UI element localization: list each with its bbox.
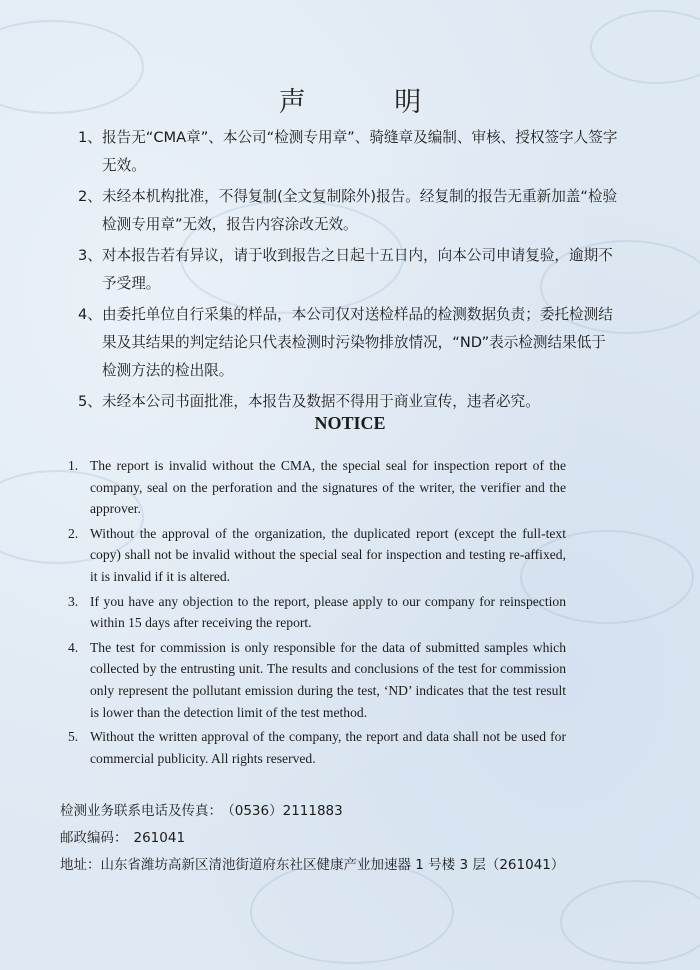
item-text: 由委托单位自行采集的样品，本公司仅对送检样品的检测数据负责；委托检测结果及其结果的判定结论只代表检测时污染物排放情况，“ND”表示检测结果低于检测方法的检出限。 [102, 306, 613, 379]
item-number: 1、 [78, 129, 102, 146]
item-number: 2、 [78, 188, 102, 205]
list-item [68, 591, 566, 634]
item-text: The report is invalid without the CMA, the special seal for inspection report of the company, seal on the perforation and the signatures of the writer, the verifier and the approver. [90, 458, 566, 517]
list-item [78, 124, 618, 180]
notice-list [68, 455, 566, 769]
item-number: 1. [68, 458, 79, 473]
address-label: 地址： [60, 857, 101, 873]
item-number: 3. [68, 593, 79, 609]
notice-title: NOTICE [314, 413, 386, 433]
postal-value: 261041 [133, 830, 186, 846]
item-text: The test for commission is only responsible for the data of submitted samples which collected by the entrusting unit. The results and conclusions of the test for commission only represent the pollutant emission during the test, ‘ND’ indicates that the test result is lower than the detection limit of the test method. [90, 639, 566, 720]
item-text: Without the approval of the organization, the duplicated report (except the full-text copy) shall not be invalid without the special seal for inspection and testing re-affixed, it is invalid if it is altered. [90, 525, 566, 584]
list-item [78, 183, 618, 239]
item-number: 5. [68, 729, 79, 745]
item-text: 未经本公司书面批准，本报告及数据不得用于商业宣传，违者必究。 [102, 393, 540, 410]
declaration-list [78, 124, 618, 416]
item-number: 5、 [78, 393, 102, 410]
phone-value: （0536）2111883 [228, 803, 343, 819]
contact-postal [60, 825, 660, 852]
item-text: Without the written approval of the company, the report and data shall not be used for commercial publicity. All rights reserved. [90, 729, 566, 766]
watermark-ring [590, 10, 700, 84]
contact-address [60, 852, 660, 879]
phone-label: 检测业务联系电话及传真： [60, 803, 222, 819]
item-number: 2. [68, 525, 79, 541]
contact-info [60, 798, 660, 879]
item-number: 3、 [78, 247, 102, 264]
list-item [68, 455, 566, 520]
item-text: If you have any objection to the report, please apply to our company for reinspection within 15 days after receiving the report. [90, 593, 566, 631]
list-item [68, 637, 566, 723]
item-number: 4、 [78, 306, 102, 323]
item-text: 报告无“CMA章”、本公司“检测专用章”、骑缝章及编制、审核、授权签字人签字无效。 [102, 129, 618, 174]
item-text: 对本报告若有异议，请于收到报告之日起十五日内，向本公司申请复验，逾期不予受理。 [102, 247, 613, 292]
list-item [78, 388, 618, 416]
list-item [68, 726, 566, 769]
watermark-ring [560, 880, 700, 964]
list-item [78, 242, 618, 298]
address-value: 山东省潍坊高新区清池街道府东社区健康产业加速器 1 号楼 3 层（261041） [100, 857, 565, 873]
item-text: 未经本机构批准，不得复制(全文复制除外)报告。经复制的报告无重新加盖“检验检测专用章”无效，报告内容涂改无效。 [102, 188, 618, 233]
item-number: 4. [68, 639, 79, 655]
declaration-title: 声 明 [278, 87, 462, 118]
list-item [78, 301, 618, 385]
postal-label: 邮政编码： [60, 830, 128, 846]
list-item [68, 523, 566, 588]
contact-phone [60, 798, 660, 825]
